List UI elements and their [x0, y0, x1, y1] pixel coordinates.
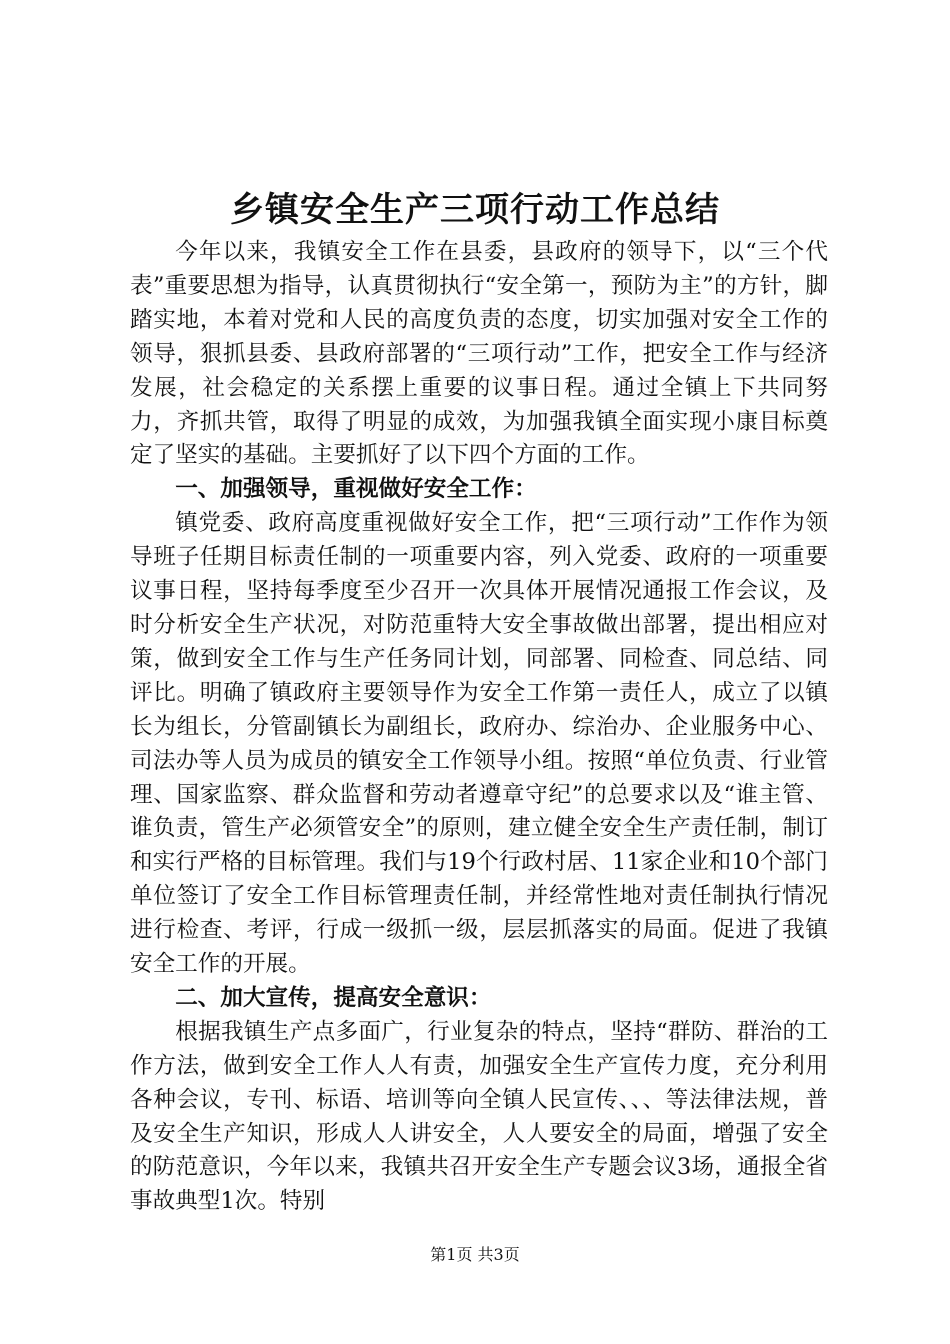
section-2-paragraph: 根据我镇生产点多面广，行业复杂的特点，坚持“群防、群治的工作方法，做到安全工作人人有责，加强安全生产宣传力度，充分利用各种会议，专刊、标语、培训等向全镇人民宣传、、、等法律法规，普及安全生产知识，形成人人讲安全，人人要安全的局面，增强了安全的防范意识，今年以来，我镇共召开安全生产专题会议3场，通报全省事故典型1次。特别: [130, 1018, 828, 1215]
section-1-paragraph: 镇党委、政府高度重视做好安全工作，把“三项行动”工作作为领导班子任期目标责任制的一项重要内容，列入党委、政府的一项重要议事日程，坚持每季度至少召开一次具体开展情况通报工作会议，及时分析安全生产状况，对防范重特大安全事故做出部署，提出相应对策，做到安全工作与生产任务同计划，同部署、同检查、同总结、同评比。明确了镇政府主要领导作为安全工作第一责任人，成立了以镇长为组长，分管副镇长为副组长，政府办、综治办、企业服务中心、司法办等人员为成员的镇安全工作领导小组。按照“单位负责、行业管理、国家监察、群众监督和劳动者遵章守纪”的总要求以及“谁主管、谁负责，管生产必须管安全”的原则，建立健全安全生产责任制，制订和实行严格的目标管理。我们与19个行政村居、11家企业和10个部门单位签订了安全工作目标管理责任制，并经常性地对责任制执行情况进行检查、考评，行成一级抓一级，层层抓落实的局面。促进了我镇安全工作的开展。: [130, 510, 828, 978]
section-heading-1: 一、加强领导，重视做好安全工作：: [175, 476, 537, 503]
document-body: [130, 236, 828, 1219]
page-footer: 第1页 共3页: [430, 1245, 520, 1264]
section-heading-2: 二、加大宣传，提高安全意识：: [175, 984, 492, 1011]
intro-paragraph: 今年以来，我镇安全工作在县委，县政府的领导下，以“三个代表”重要思想为指导，认真贯彻执行“安全第一，预防为主”的方针，脚踏实地，本着对党和人民的高度负责的态度，切实加强对安全工作的领导，狠抓县委、县政府部署的“三项行动”工作，把安全工作与经济发展，社会稳定的关系摆上重要的议事日程。通过全镇上下共同努力，齐抓共管，取得了明显的成效，为加强我镇全面实现小康目标奠定了坚实的基础。主要抓好了以下四个方面的工作。: [130, 239, 828, 469]
document-title: 乡镇安全生产三项行动工作总结: [230, 190, 720, 230]
